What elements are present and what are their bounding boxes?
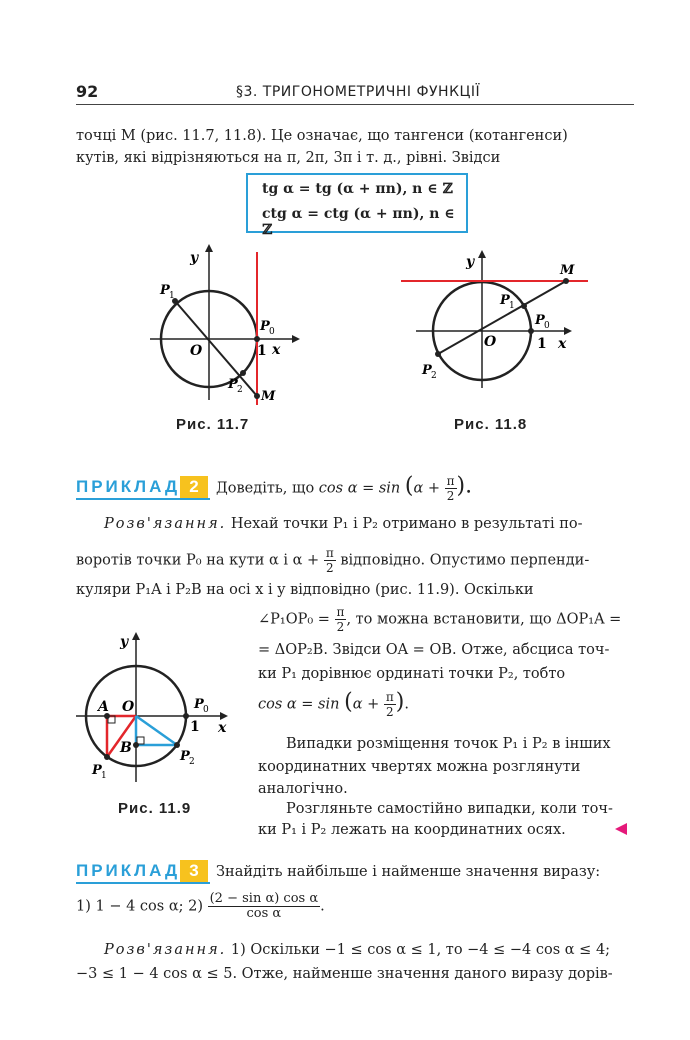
example-3-solution-1: Розв'язання. 1) Оскільки −1 ≤ cos α ≤ 1, то −4 ≤ −4 cos α ≤ 4; xyxy=(104,942,611,958)
example-2-right-1: ∠P₁OP₀ = $\frac{\pi}{2}$ , то можна встановити, що ΔOP₁A = xyxy=(258,605,622,634)
x-arrow-icon xyxy=(292,335,300,343)
label-p0-sub: 0 xyxy=(544,321,550,331)
label-a: A xyxy=(98,699,109,715)
task-alpha: α + xyxy=(413,480,441,497)
label-y: y xyxy=(190,250,199,266)
x-arrow-icon xyxy=(564,327,572,335)
figure-11-7 xyxy=(140,240,310,410)
intro-line-2: кутів, які відрізняються на π, 2π, 3π і т. д., рівні. Звідси xyxy=(76,150,501,166)
task-frac: $\frac{\pi}{2}$ xyxy=(446,474,455,503)
example-3-underline xyxy=(76,882,210,884)
label-p1: P xyxy=(160,283,170,298)
example-2-label: ПРИКЛАД xyxy=(76,477,181,496)
point-p0 xyxy=(528,328,534,334)
label-p0-sub: 0 xyxy=(203,705,209,715)
label-o: O xyxy=(190,343,203,359)
intro-line-1: точці M (рис. 11.7, 11.8). Це означає, що тангенси (котангенси) xyxy=(76,128,568,144)
point-p2 xyxy=(174,742,180,748)
label-p0: P xyxy=(260,319,270,334)
label-p1-sub: 1 xyxy=(169,291,175,301)
label-x: x xyxy=(218,720,227,736)
formula-ctg: ctg α = ctg (α + πn), n ∈ ℤ xyxy=(262,206,455,238)
ray-om xyxy=(438,281,566,354)
page-number: 92 xyxy=(76,82,99,101)
label-p0: P xyxy=(535,313,545,328)
paren-close: ). xyxy=(456,473,473,499)
solution-line-1: Нехай точки P₁ і P₂ отримано в результаті по- xyxy=(230,516,583,532)
label-p2: P xyxy=(180,749,190,764)
example-2-para-5: ки P₁ і P₂ лежать на координатних осях. xyxy=(258,822,566,838)
point-p2 xyxy=(435,351,441,357)
point-m xyxy=(563,278,569,284)
example-3-label: ПРИКЛАД xyxy=(76,861,181,880)
frac-pi-2b: $\frac{\pi}{2}$ xyxy=(336,605,345,634)
example-2-task xyxy=(216,474,472,503)
label-p1: P xyxy=(500,293,510,308)
label-y: y xyxy=(120,634,129,650)
point-p1 xyxy=(521,303,527,309)
label-p2-sub: 2 xyxy=(189,757,195,767)
y-arrow-icon xyxy=(205,244,213,252)
label-p2-sub: 2 xyxy=(237,385,243,395)
figure-11-8 xyxy=(396,248,596,398)
running-head: §3. ТРИГОНОМЕТРИЧНІ ФУНКЦІЇ xyxy=(236,84,481,100)
task-text: Доведіть, що xyxy=(216,480,315,497)
label-m: M xyxy=(261,389,276,404)
paren-open: ( xyxy=(404,473,414,499)
example-2-number: 2 xyxy=(180,476,208,498)
blue-segment-op2 xyxy=(136,716,177,745)
example-2-right-2: = ΔOP₂B. Звідси OA = OB. Отже, абсциса точ- xyxy=(258,642,610,658)
label-o: O xyxy=(484,334,497,350)
label-p1: P xyxy=(92,763,102,778)
label-p2-sub: 2 xyxy=(431,371,437,381)
point-p0 xyxy=(254,336,260,342)
figure-11-9 xyxy=(70,628,240,788)
label-m: M xyxy=(560,263,575,278)
caption-11-7: Рис. 11.7 xyxy=(176,416,250,433)
label-y: y xyxy=(466,254,475,270)
example-2-right-4: cos α = sin (α + $\frac{\pi}{2}$ ). xyxy=(258,689,409,719)
label-p2: P xyxy=(422,363,432,378)
label-x: x xyxy=(558,336,567,352)
caption-11-9: Рис. 11.9 xyxy=(118,800,192,817)
point-b xyxy=(133,742,139,748)
point-p2 xyxy=(240,370,246,376)
x-arrow-icon xyxy=(220,712,228,720)
point-m xyxy=(254,393,260,399)
task-formula: cos α = sin xyxy=(318,480,401,497)
example-3-frac: $\frac{\text{(2 − sin α) cos α}}{\text{cos α}}$ xyxy=(209,891,319,921)
solution-word: Розв'язання. xyxy=(104,516,227,532)
label-b: B xyxy=(120,740,132,756)
point-p0 xyxy=(183,713,189,719)
label-p1-sub: 1 xyxy=(101,771,107,781)
label-x: x xyxy=(272,342,281,358)
example-2-para-1: Випадки розміщення точок P₁ і P₂ в інших xyxy=(286,736,611,752)
example-2-solution-1 xyxy=(104,512,583,536)
example-2-para-3: аналогічно. xyxy=(258,781,348,797)
example-2-para-4: Розгляньте самостійно випадки, коли точ- xyxy=(286,801,613,817)
example-2-para-2: координатних чвертях можна розглянути xyxy=(258,759,581,775)
y-arrow-icon xyxy=(478,250,486,258)
example-3-items: 1) 1 − 4 cos α; 2) $\frac{\text{(2 − sin α) cos α}}{\text{cos α}}$ . xyxy=(76,891,325,921)
end-marker-icon xyxy=(614,822,628,836)
y-arrow-icon xyxy=(132,632,140,640)
example-3-number: 3 xyxy=(180,860,208,882)
label-p1-sub: 1 xyxy=(509,301,515,311)
header-rule xyxy=(76,104,634,105)
label-p0: P xyxy=(194,697,204,712)
formula-box xyxy=(246,173,468,238)
example-2-solution-2: воротів точки P₀ на кути α і α + $\frac{\pi}{2}$ відповідно. Опустимо перпенди- xyxy=(76,546,590,575)
example-2-right-3: ки P₁ дорівнює ординаті точки P₂, тобто xyxy=(258,666,566,682)
example-3-solution-2: −3 ≤ 1 − 4 cos α ≤ 5. Отже, найменше значення даного виразу дорів- xyxy=(76,966,613,982)
label-p0-sub: 0 xyxy=(269,327,275,337)
label-one: 1 xyxy=(537,336,547,352)
example-2-solution-3: куляри P₁A і P₂B на осі x і y відповідно (рис. 11.9). Оскільки xyxy=(76,582,534,598)
example-2-underline xyxy=(76,498,210,500)
label-o: O xyxy=(122,699,135,715)
label-p2: P xyxy=(228,377,238,392)
frac-pi-2: $\frac{\pi}{2}$ xyxy=(325,546,334,575)
point-p1 xyxy=(104,754,110,760)
label-one: 1 xyxy=(190,719,200,735)
example-3-task: Знайдіть найбільше і найменше значення виразу: xyxy=(216,864,601,880)
formula-tg: tg α = tg (α + πn), n ∈ ℤ xyxy=(262,181,453,197)
label-one: 1 xyxy=(257,343,267,359)
frac-pi-2c: $\frac{\pi}{2}$ xyxy=(385,690,394,719)
caption-11-8: Рис. 11.8 xyxy=(454,416,528,433)
